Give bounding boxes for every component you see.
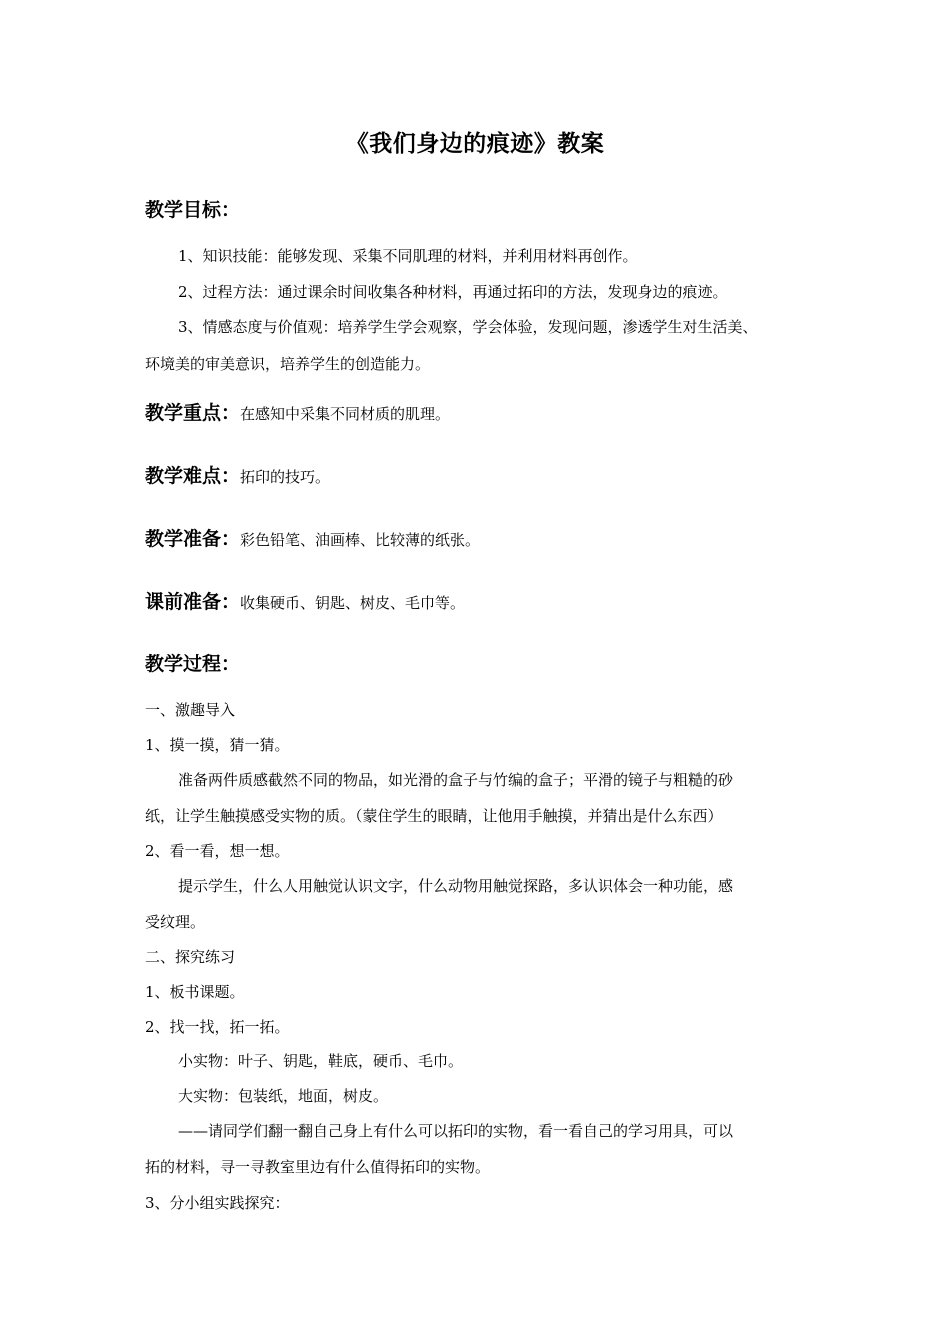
preclass-text: 收集硬币、钥匙、树皮、毛巾等。 bbox=[240, 594, 466, 612]
goal-line: 3、情感态度与价值观：培养学生学会观察，学会体验，发现问题，渗透学生对生活美、 bbox=[178, 318, 758, 336]
goal-line: 环境美的审美意识，培养学生的创造能力。 bbox=[145, 355, 431, 373]
process-line: 受纹理。 bbox=[145, 913, 206, 931]
difficulty-row bbox=[145, 461, 330, 488]
preclass-heading: 课前准备： bbox=[145, 591, 241, 613]
difficulty-heading: 教学难点： bbox=[145, 465, 241, 487]
process-heading: 教学过程： bbox=[145, 653, 241, 675]
process-line: 大实物：包装纸，地面，树皮。 bbox=[178, 1087, 389, 1105]
process-line: 提示学生，什么人用触觉认识文字，什么动物用触觉探路，多认识体会一种功能，感 bbox=[178, 877, 734, 895]
difficulty-text: 拓印的技巧。 bbox=[240, 468, 331, 486]
goal-line: 1、知识技能：能够发现、采集不同肌理的材料，并利用材料再创作。 bbox=[178, 247, 638, 265]
process-line: 1、板书课题。 bbox=[145, 983, 245, 1001]
process-line: 小实物：叶子、钥匙，鞋底，硬币、毛巾。 bbox=[178, 1052, 464, 1070]
page-title: 《我们身边的痕迹》教案 bbox=[345, 131, 605, 157]
goal-line: 2、过程方法：通过课余时间收集各种材料，再通过拓印的方法，发现身边的痕迹。 bbox=[178, 283, 728, 301]
process-line: 一、激趣导入 bbox=[145, 701, 236, 719]
process-line: 二、探究练习 bbox=[145, 948, 236, 966]
key-points-row bbox=[145, 398, 450, 425]
key-points-text: 在感知中采集不同材质的肌理。 bbox=[240, 405, 451, 423]
process-line: 准备两件质感截然不同的物品，如光滑的盒子与竹编的盒子；平滑的镜子与粗糙的砂 bbox=[178, 771, 734, 789]
process-line: 2、看一看，想一想。 bbox=[145, 842, 290, 860]
process-line: 2、找一找，拓一拓。 bbox=[145, 1018, 290, 1036]
preclass-row bbox=[145, 587, 465, 614]
preparation-row bbox=[145, 524, 480, 551]
preparation-heading: 教学准备： bbox=[145, 528, 241, 550]
process-line: ——请同学们翻一翻自己身上有什么可以拓印的实物，看一看自己的学习用具，可以 bbox=[178, 1122, 734, 1140]
goals-heading: 教学目标： bbox=[145, 199, 241, 221]
process-line: 3、分小组实践探究： bbox=[145, 1194, 290, 1212]
key-points-heading: 教学重点： bbox=[145, 402, 241, 424]
process-line: 1、摸一摸，猜一猜。 bbox=[145, 736, 290, 754]
process-line: 拓的材料，寻一寻教室里边有什么值得拓印的实物。 bbox=[145, 1158, 491, 1176]
preparation-text: 彩色铅笔、油画棒、比较薄的纸张。 bbox=[240, 531, 481, 549]
process-line: 纸，让学生触摸感受实物的质。（蒙住学生的眼睛，让他用手触摸，并猜出是什么东西） bbox=[145, 807, 723, 825]
